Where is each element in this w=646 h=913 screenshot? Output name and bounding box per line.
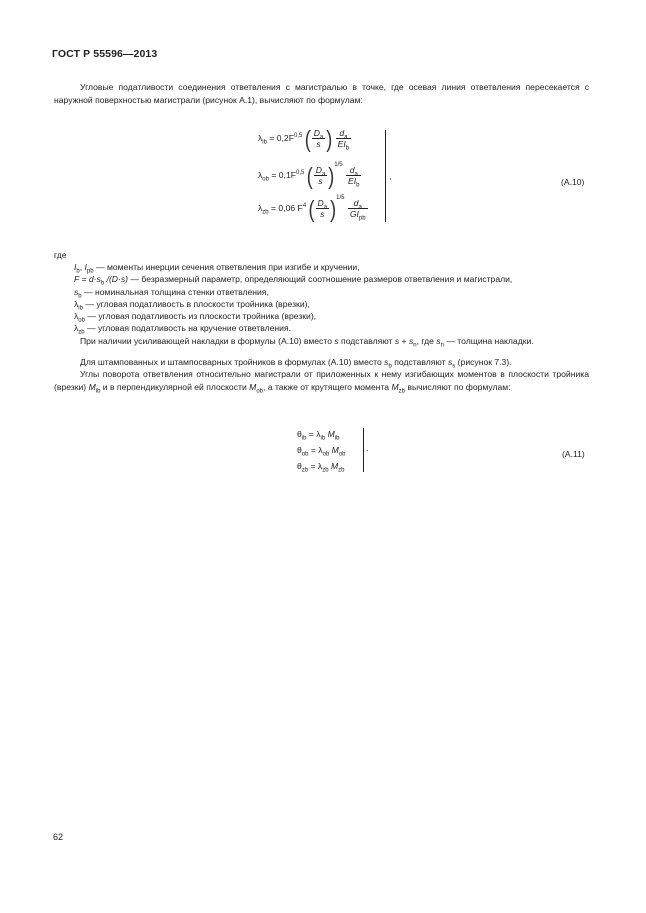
fraction-d-over-EI [346,165,361,189]
def-symbol: s [74,286,79,297]
paragraph-rotation-angles [54,368,589,393]
text: , где [416,336,437,346]
subscript: b [356,182,360,189]
theta-symbol: θ [297,461,302,471]
frac-den: s [318,176,323,187]
exponent: 1/5 [336,195,345,201]
subscript: a [344,134,348,141]
subscript: zb [338,467,345,474]
subscript: ob [256,388,263,395]
theta-symbol: θ [297,445,302,455]
subscript: b [388,363,392,370]
fraction-D-over-s [312,128,326,149]
definition-item [74,286,512,298]
subscript: a [319,134,324,141]
power: 0,5 [295,170,305,177]
def-sep: , [79,262,85,272]
frac-num: d [349,165,355,176]
text: Для штампованных и штампосварных тройников в формулах (А.10) вместо [80,357,385,367]
symbol: s [408,336,414,346]
text: = λ [308,461,323,471]
subscript: a [354,171,358,178]
eq10-row-1 [258,125,352,152]
def-text: — моменты инерции сечения ответвления при изгибе и кручении, [93,262,360,272]
subscript: ob [78,317,85,324]
text: = λ [308,445,323,455]
power: 0,5 [293,132,303,139]
eq10-row-2 [258,162,362,189]
definition-item [74,310,512,322]
subscript: n [440,342,444,349]
paragraph-overlay [54,335,589,348]
text: При наличии усиливающей накладки в формулы (А.10) вместо [80,336,335,346]
def-symbol: λ [74,298,79,309]
text: , а также от крутящего момента [263,381,392,392]
subscript: b [78,293,82,300]
subscript: zb [262,209,269,216]
text: (рисунок 7.3). [455,357,512,367]
subscript: ob [262,176,269,183]
def-text: — угловая податливость из плоскости тройника (врезки), [84,311,317,322]
paren-left: ( [308,195,315,222]
equation-number: (А.11) [562,449,585,459]
eq11-row-1 [297,428,339,441]
subscript: n [413,342,417,349]
subscript: a [358,204,362,211]
document-header: ГОСТ Р 55596—2013 [52,48,158,60]
symbol: M [329,445,339,455]
theta-symbol: θ [297,429,302,439]
subscript: s [452,363,456,370]
fraction-D-over-s [316,198,330,219]
symbol: s [448,357,453,367]
frac-num: d [339,128,345,138]
frac-num: D [315,165,322,176]
subscript: b [100,281,105,288]
text: — толщина накладки. [443,336,534,346]
frac-num: D [313,128,320,138]
paren-right: ) [330,195,337,222]
subscript: ib [78,305,83,312]
symbol: s [394,336,400,346]
intro-paragraph: Угловые податливости соединения ответвления с магистралью в точке, где осевая линия ответвления пересекается с наружной поверхностью магистрали (рисунок А.1), вычисляют по формулам: [54,82,589,105]
symbol: s [334,336,339,346]
lambda-symbol: λ [258,132,263,143]
subscript: ib [262,139,267,146]
subscript: pb [86,268,94,275]
equation-dot: . [366,443,369,453]
subscript: zb [301,467,309,474]
symbol: M [249,381,257,392]
fraction-D-over-s [314,165,328,186]
frac-den: s [316,139,321,149]
text: = λ [306,429,321,439]
def-text: — угловая податливость на кручение ответвления. [84,323,291,334]
def-symbol: I [84,262,87,272]
equation-comma: , [389,171,392,181]
frac-den: EI [348,176,357,187]
frac-num: d [353,198,359,209]
coefficient: = 0,1F [268,170,296,180]
coefficient: = 0,06 F [268,203,303,213]
subscript: ob [338,451,346,458]
coefficient: = 0,2F [266,132,294,143]
paren-left: ( [306,162,313,189]
symbol: s [384,357,389,367]
def-symbol: /(D·s) [104,274,129,285]
text: подставляют [338,336,395,346]
where-label: где [54,250,67,260]
symbol: M [325,429,335,439]
equation-brace [363,428,364,472]
subscript: ob [322,451,330,458]
paren-right: ) [328,162,335,189]
subscript: zb [398,388,405,395]
def-symbol: F = d·s [74,274,101,285]
text: Углы поворота ответвления относительно магистрали от приложенных к нему изгибающих моментов в плоскости тройника (врезки) [54,369,589,392]
equation-brace [385,130,386,222]
symbol: M [391,381,399,392]
subscript: a [321,171,326,178]
symbol: s [436,336,441,346]
text: и в перпендикулярной ей плоскости [100,381,250,392]
equation-number: (А.10) [561,177,585,187]
eq10-row-3 [258,195,369,222]
subscript: zb [322,467,329,474]
def-symbol: I [74,262,77,272]
subscript: a [323,204,328,211]
text: вычисляют по формулам: [405,381,511,392]
paragraph-stamped-tees [54,356,589,369]
subscript: zb [78,330,85,337]
definitions-list [74,261,512,335]
symbol: M [88,381,96,392]
subscript: b [76,268,80,275]
definition-item [74,322,512,337]
def-text: — безразмерный параметр, определяющий соотношение размеров ответвления и магистрали, [128,274,513,285]
eq11-row-2 [297,444,345,457]
paren-left: ( [304,125,311,152]
subscript: ib [95,388,101,395]
frac-den: s [320,209,325,220]
fraction-d-over-GI [348,198,368,222]
subscript: ob [301,451,309,458]
def-text: — номинальная толщина стенки ответвления, [81,286,269,297]
frac-den: GI [349,209,359,220]
eq11-row-3 [297,460,344,473]
power: 4 [302,203,307,210]
lambda-symbol: λ [258,203,263,213]
subscript: ib [320,435,326,442]
subscript: ib [334,435,340,442]
exponent: 1/5 [334,162,343,168]
symbol: M [328,461,339,471]
frac-num: D [317,198,324,209]
def-symbol: λ [74,323,79,334]
def-symbol: λ [74,311,79,322]
page-number: 62 [53,832,64,842]
definition-item [74,261,512,273]
text: + [399,336,409,346]
fraction-d-over-EI [336,128,351,152]
def-text: — угловая податливость в плоскости тройника (врезки), [82,298,310,309]
definition-item [74,273,513,288]
subscript: ib [301,435,307,442]
definition-item [74,298,512,310]
paren-right: ) [326,125,333,152]
lambda-symbol: λ [258,170,263,180]
subscript: pb [358,215,366,222]
frac-den: EI [337,139,346,149]
text: подставляют [391,357,448,367]
subscript: b [345,145,350,152]
